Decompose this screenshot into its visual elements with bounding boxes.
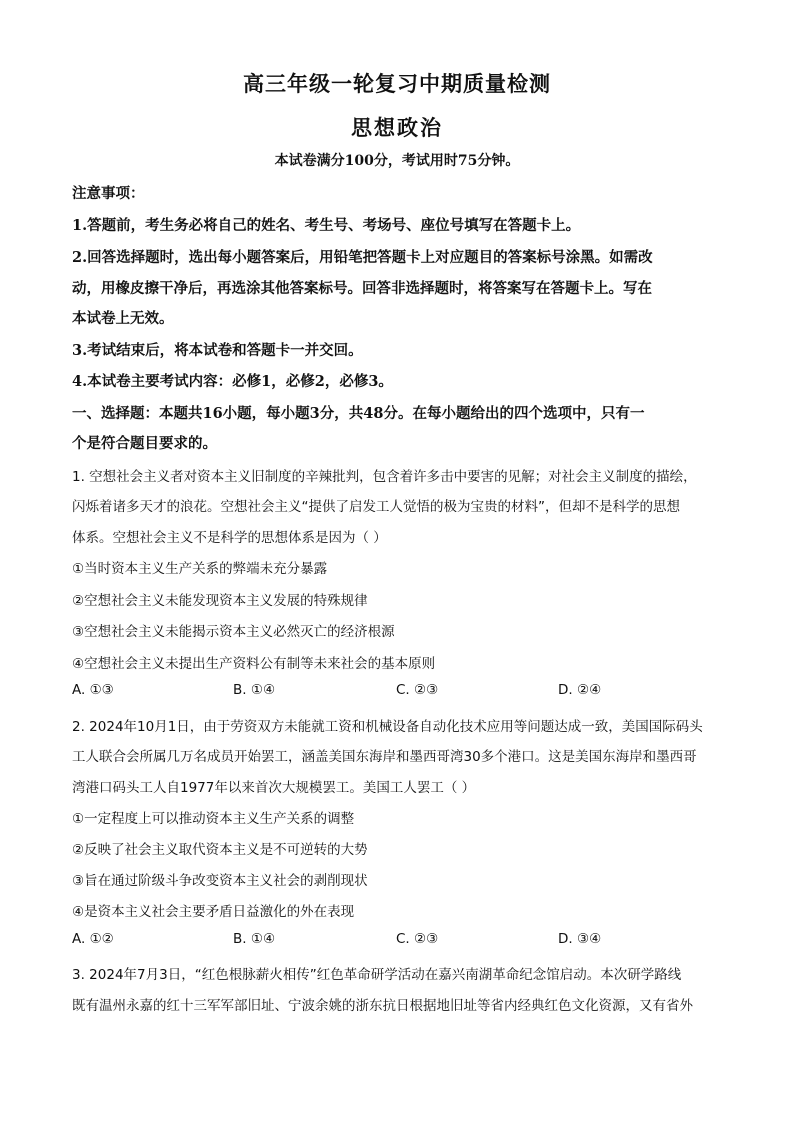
q2-stem-line-1: 2. 2024年10月1日，由于劳资双方未能就工资和机械设备自动化技术应用等问题达成一致，美国国际码头 xyxy=(72,719,703,735)
q2-option-d: D. ③④ xyxy=(558,931,602,947)
q1-option-a: A. ①③ xyxy=(72,682,114,698)
note-item-1: 1.答题前，考生务必将自己的姓名、考生号、考场号、座位号填写在答题卡上。 xyxy=(72,217,581,234)
q1-statement-3: ③空想社会主义未能揭示资本主义必然灭亡的经济根源 xyxy=(72,624,395,640)
note-item-2-line-1: 2.回答选择题时，选出每小题答案后，用铅笔把答题卡上对应题目的答案标号涂黑。如需改 xyxy=(72,249,653,266)
section-heading-line-1: 一、选择题：本题共16小题，每小题3分，共48分。在每小题给出的四个选项中，只有一 xyxy=(72,405,645,422)
notes-heading: 注意事项： xyxy=(72,185,145,202)
q3-stem-line-2: 既有温州永嘉的红十三军军部旧址、宁波余姚的浙东抗日根据地旧址等省内经典红色文化资源，又有省外 xyxy=(72,998,693,1014)
note-item-2-line-2: 动，用橡皮擦干净后，再选涂其他答案标号。回答非选择题时，将答案写在答题卡上。写在 xyxy=(72,280,652,297)
q1-option-b: B. ①④ xyxy=(233,682,276,698)
q2-statement-2: ②反映了社会主义取代资本主义是不可逆转的大势 xyxy=(72,842,368,858)
note-item-2-line-3: 本试卷上无效。 xyxy=(72,310,174,327)
exam-info: 本试卷满分100分，考试用时75分钟。 xyxy=(274,153,520,169)
q2-statement-3: ③旨在通过阶级斗争改变资本主义社会的剥削现状 xyxy=(72,873,368,889)
q2-option-b: B. ①④ xyxy=(233,931,276,947)
q1-statement-2: ②空想社会主义未能发现资本主义发展的特殊规律 xyxy=(72,593,368,609)
q1-option-d: D. ②④ xyxy=(558,682,602,698)
q2-stem-line-2: 工人联合会所属几万名成员开始罢工，涵盖美国东海岸和墨西哥湾30多个港口。这是美国东海岸和墨西哥 xyxy=(72,749,697,765)
q2-option-c: C. ②③ xyxy=(396,931,439,947)
q3-stem-line-1: 3. 2024年7月3日，“红色根脉薪火相传”红色革命研学活动在嘉兴南湖革命纪念馆启动。本次研学路线 xyxy=(72,967,682,983)
subject-title: 思想政治 xyxy=(351,115,443,140)
note-item-4: 4.本试卷主要考试内容：必修1，必修2，必修3。 xyxy=(72,373,393,390)
q2-statement-4: ④是资本主义社会主要矛盾日益激化的外在表现 xyxy=(72,904,355,920)
q2-stem-line-3: 湾港口码头工人自1977年以来首次大规模罢工。美国工人罢工（ ） xyxy=(72,780,476,796)
section-heading-line-2: 个是符合题目要求的。 xyxy=(72,435,217,452)
q2-option-a: A. ①② xyxy=(72,931,114,947)
exam-title: 高三年级一轮复习中期质量检测 xyxy=(243,71,551,96)
q1-statement-1: ①当时资本主义生产关系的弊端未充分暴露 xyxy=(72,561,328,577)
q1-stem-line-2: 闪烁着诸多天才的浪花。空想社会主义“提供了启发工人觉悟的极为宝贵的材料”，但却不是科学的思想 xyxy=(72,499,680,515)
q1-stem-line-3: 体系。空想社会主义不是科学的思想体系是因为（ ） xyxy=(72,530,387,546)
q2-statement-1: ①一定程度上可以推动资本主义生产关系的调整 xyxy=(72,811,355,827)
q1-stem-line-1: 1. 空想社会主义者对资本主义旧制度的辛辣批判，包含着许多击中要害的见解；对社会主义制度的描绘， xyxy=(72,469,697,485)
note-item-3: 3.考试结束后，将本试卷和答题卡一并交回。 xyxy=(72,342,363,359)
q1-statement-4: ④空想社会主义未提出生产资料公有制等未来社会的基本原则 xyxy=(72,656,436,672)
q1-option-c: C. ②③ xyxy=(396,682,439,698)
